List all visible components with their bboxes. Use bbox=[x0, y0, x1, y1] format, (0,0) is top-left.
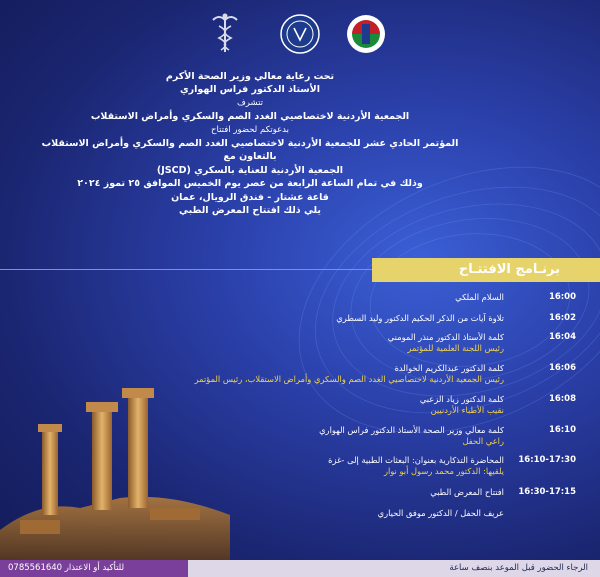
schedule-time: 16:10 bbox=[548, 425, 576, 435]
schedule-title: السلام الملكي bbox=[455, 292, 504, 302]
partner-society: الجمعية الأردنية للعناية بالسكري (JSCD) bbox=[156, 164, 344, 176]
honored-line: تتشرف bbox=[236, 97, 263, 108]
schedule-desc bbox=[174, 313, 504, 324]
schedule-title: كلمة معالي وزير الصحة الأستاذ الدكتور فراس الهواري bbox=[319, 425, 504, 435]
conference-name: المؤتمر الحادي عشر للجمعية الأردنية لاختصاصيي الغدد الصم والسكري وأمراض الاستقلاب bbox=[41, 138, 459, 150]
schedule-desc bbox=[174, 332, 504, 354]
schedule-title: كلمة الدكتور عبدالكريم الخوالدة bbox=[394, 363, 504, 373]
schedule-time: 16:10-17:30 bbox=[518, 455, 576, 465]
date-time-line: وذلك في تمام الساعة الرابعة من عصر يوم الخميس الموافق ٢٥ تموز ٢٠٢٤ bbox=[77, 178, 423, 190]
temple-columns-illustration bbox=[0, 380, 230, 560]
schedule-time: 16:30-17:15 bbox=[518, 487, 576, 497]
schedule-time: 16:00 bbox=[548, 292, 576, 302]
invite-line: بدعوتكم لحضور افتتاح bbox=[211, 124, 289, 135]
venue-line: قاعة عشتار - فندق الرويال، عمان bbox=[171, 191, 329, 203]
exhibition-line: يلي ذلك افتتاح المعرض الطبي bbox=[178, 205, 322, 217]
schedule-title: المحاضرة التذكارية بعنوان: البعثات الطبية إلى -غزة bbox=[328, 455, 504, 465]
schedule-desc bbox=[174, 292, 504, 303]
schedule-subtitle: راعي الحفل bbox=[462, 436, 504, 446]
schedule-subtitle: نقيب الأطباء الأردنيين bbox=[430, 405, 504, 415]
collaboration-line: بالتعاون مع bbox=[223, 151, 277, 163]
schedule-subtitle: يلقيها: الدكتور محمد رسول أبو نوار bbox=[383, 466, 504, 476]
patronage-line: تحت رعاية معالي وزير الصحة الأكرم bbox=[165, 71, 335, 82]
schedule-time: 16:02 bbox=[548, 313, 576, 323]
footer-bar bbox=[0, 560, 600, 577]
schedule-time: 16:08 bbox=[548, 394, 576, 404]
schedule-title: افتتاح المعرض الطبي bbox=[430, 487, 504, 497]
schedule-time: 16:04 bbox=[548, 332, 576, 342]
schedule-title: كلمة الأستاذ الدكتور منذر المومني bbox=[387, 332, 504, 342]
schedule-title: عريف الحفل / الدكتور موفق الحياري bbox=[377, 508, 504, 518]
schedule-subtitle: رئيس الجمعية الأردنية لاختصاصيي الغدد الصم والسكري وأمراض الاستقلاب، رئيس المؤتمر bbox=[194, 374, 504, 384]
society-name: الجمعية الأردنية لاختصاصيي الغدد الصم والسكري وأمراض الاستقلاب bbox=[90, 111, 410, 123]
program-title: برنـامج الافتتـاح bbox=[458, 262, 560, 277]
schedule-row bbox=[0, 332, 600, 360]
schedule-title: كلمة الدكتور زياد الزعبي bbox=[419, 394, 504, 404]
schedule-subtitle: رئيس اللجنة العلمية للمؤتمر bbox=[407, 343, 504, 353]
schedule-time: 16:06 bbox=[548, 363, 576, 373]
arrival-note: الرجاء الحضور قبل الموعد بنصف ساعة bbox=[449, 563, 588, 573]
minister-name: الأستاذ الدكتور فراس الهواري bbox=[179, 84, 321, 96]
rsvp-phone: للتأكيد أو الاعتذار 0785561640 bbox=[0, 560, 188, 577]
schedule-title: تلاوة آيات من الذكر الحكيم الدكتور وليد السطري bbox=[336, 313, 504, 323]
